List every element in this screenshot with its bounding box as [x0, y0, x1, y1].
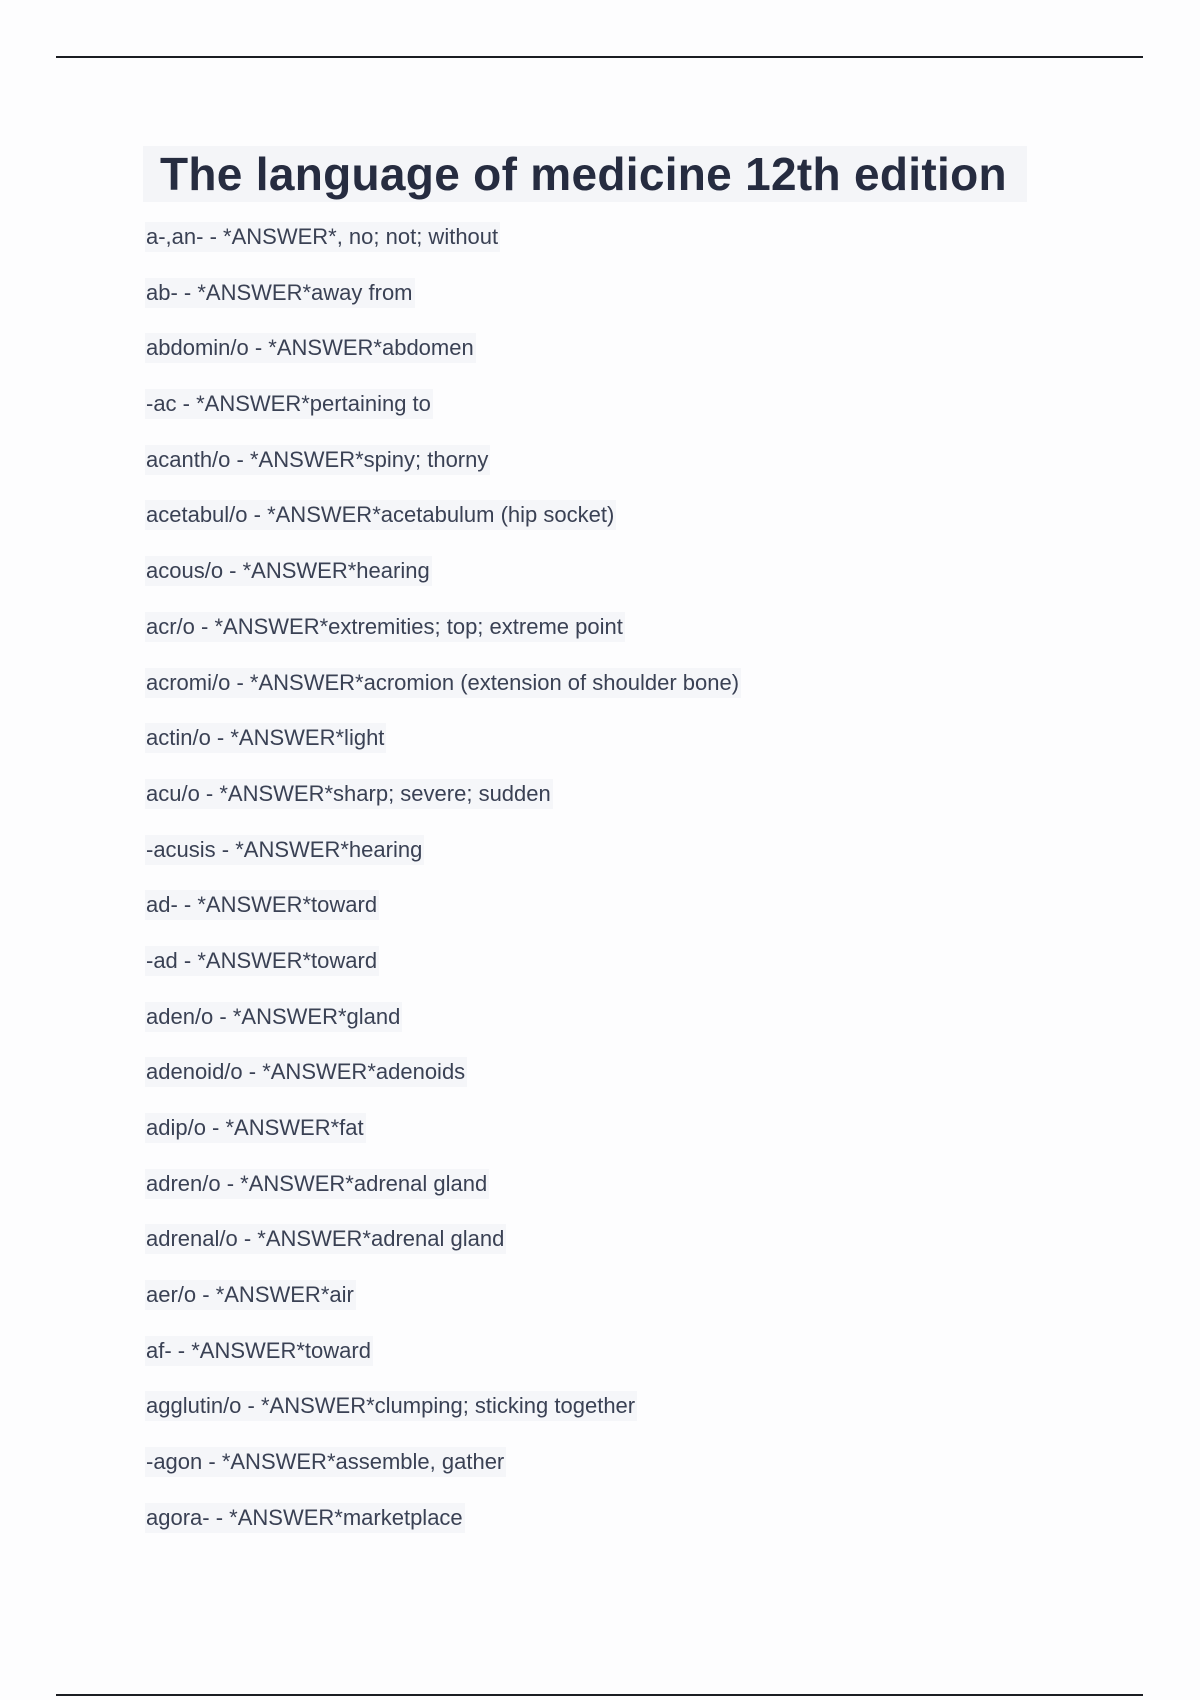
glossary-entry-text: ad- - *ANSWER*toward [145, 890, 379, 920]
glossary-entry [145, 1503, 741, 1559]
document-title: The language of medicine 12th edition [160, 148, 1007, 200]
glossary-entry-text: acromi/o - *ANSWER*acromion (extension of shoulder bone) [145, 668, 741, 698]
glossary-entry [145, 1447, 741, 1503]
glossary-entry [145, 1113, 741, 1169]
title-block [143, 146, 1027, 202]
glossary-entry [145, 1280, 741, 1336]
glossary-entry-text: adenoid/o - *ANSWER*adenoids [145, 1057, 467, 1087]
glossary-entry-text: a-,an- - *ANSWER*, no; not; without [145, 222, 500, 252]
glossary-entry-text: acanth/o - *ANSWER*spiny; thorny [145, 445, 490, 475]
glossary-entry-text: acetabul/o - *ANSWER*acetabulum (hip socket) [145, 500, 616, 530]
glossary-entry-text: -ad - *ANSWER*toward [145, 946, 379, 976]
glossary-entry [145, 1002, 741, 1058]
glossary-entry-text: adip/o - *ANSWER*fat [145, 1113, 366, 1143]
glossary-entry-text: af- - *ANSWER*toward [145, 1336, 373, 1366]
glossary-entry-text: -agon - *ANSWER*assemble, gather [145, 1447, 506, 1477]
glossary-entry [145, 1057, 741, 1113]
glossary-entry-text: acr/o - *ANSWER*extremities; top; extreme point [145, 612, 625, 642]
glossary-entry [145, 1336, 741, 1392]
glossary-entry-text: -acusis - *ANSWER*hearing [145, 835, 424, 865]
glossary-entry [145, 556, 741, 612]
glossary-entry-text: aden/o - *ANSWER*gland [145, 1002, 402, 1032]
glossary-entry [145, 1169, 741, 1225]
glossary-entry-text: ab- - *ANSWER*away from [145, 278, 415, 308]
glossary-entry [145, 500, 741, 556]
glossary-entry [145, 779, 741, 835]
glossary-entry-text: adren/o - *ANSWER*adrenal gland [145, 1169, 489, 1199]
glossary-entry-text: acu/o - *ANSWER*sharp; severe; sudden [145, 779, 553, 809]
glossary-entry [145, 946, 741, 1002]
glossary-entry [145, 890, 741, 946]
glossary-entry [145, 1391, 741, 1447]
glossary-entry-text: aer/o - *ANSWER*air [145, 1280, 356, 1310]
glossary-entry-text: acous/o - *ANSWER*hearing [145, 556, 432, 586]
top-rule [56, 56, 1143, 58]
glossary-entry [145, 668, 741, 724]
glossary-entry [145, 278, 741, 334]
glossary-entry [145, 222, 741, 278]
glossary-entry-text: actin/o - *ANSWER*light [145, 723, 386, 753]
glossary-list [145, 222, 741, 1559]
glossary-entry [145, 445, 741, 501]
glossary-entry [145, 723, 741, 779]
glossary-entry-text: adrenal/o - *ANSWER*adrenal gland [145, 1224, 506, 1254]
glossary-entry-text: abdomin/o - *ANSWER*abdomen [145, 333, 476, 363]
glossary-entry [145, 389, 741, 445]
glossary-entry [145, 612, 741, 668]
glossary-entry-text: agglutin/o - *ANSWER*clumping; sticking together [145, 1391, 637, 1421]
glossary-entry-text: -ac - *ANSWER*pertaining to [145, 389, 433, 419]
glossary-entry [145, 1224, 741, 1280]
bottom-rule [56, 1694, 1143, 1696]
glossary-entry-text: agora- - *ANSWER*marketplace [145, 1503, 465, 1533]
glossary-entry [145, 835, 741, 891]
glossary-entry [145, 333, 741, 389]
